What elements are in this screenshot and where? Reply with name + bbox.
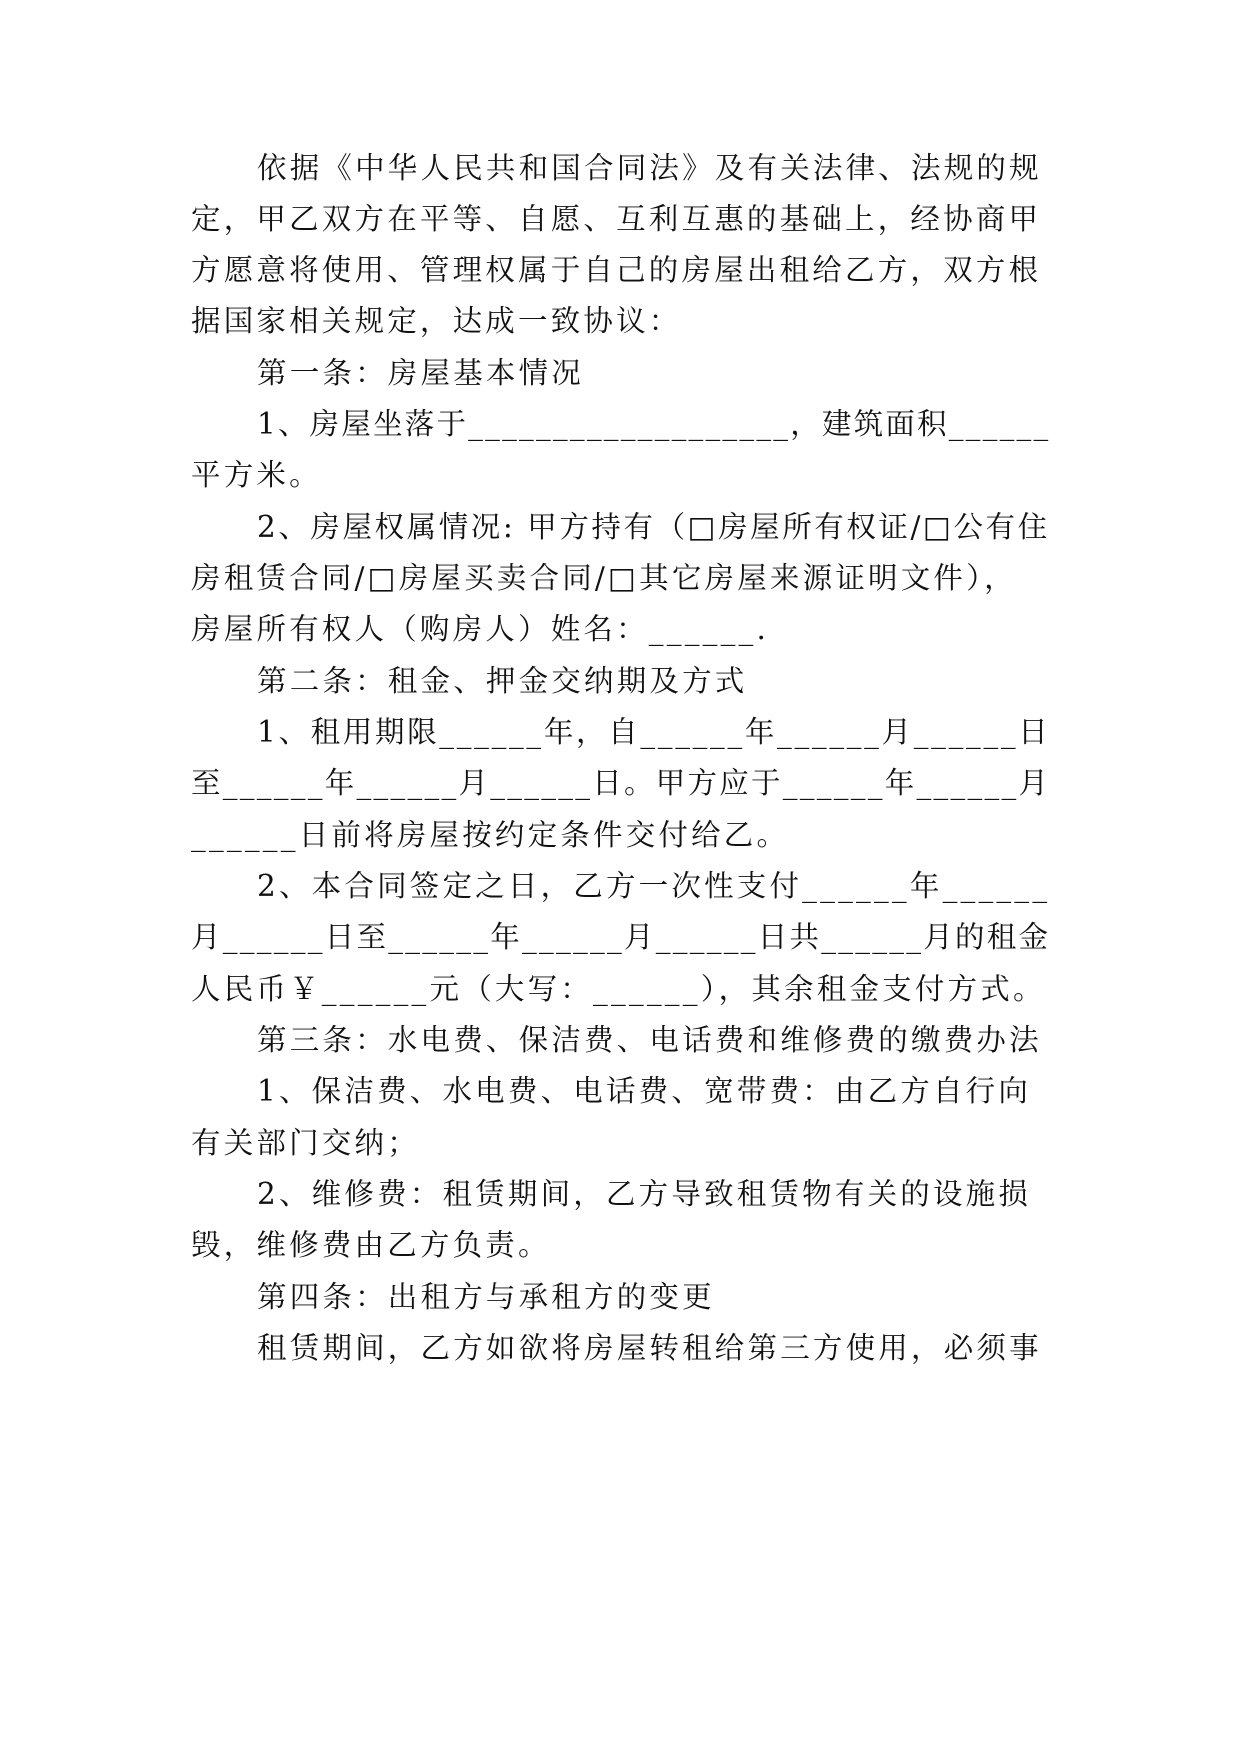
section-heading: 第二条：租金、押金交纳期及方式 — [257, 664, 748, 698]
paragraph-line: 方愿意将使用、管理权属于自己的房屋出租给乙方，双方根 — [191, 253, 1042, 287]
paragraph-line: 2、房屋权属情况: 甲方持有（□房屋所有权证/□公有住 — [257, 510, 1050, 544]
paragraph-line: 房租赁合同/□房屋买卖合同/□其它房屋来源证明文件）， — [191, 561, 1017, 595]
paragraph-line: 租赁期间，乙方如欲将房屋转租给第三方使用，必须事 — [257, 1331, 1042, 1365]
paragraph-line: 月______日至______年______月______日共______月的租金 — [191, 920, 1051, 954]
paragraph-line: 房屋所有权人（购房人）姓名：______. — [191, 612, 770, 646]
paragraph-line: 2、本合同签定之日，乙方一次性支付______年______ — [257, 869, 1051, 903]
paragraph-line: ______日前将房屋按约定条件交付给乙。 — [191, 818, 790, 852]
paragraph-line: 2、维修费：租赁期间，乙方导致租赁物有关的设施损 — [257, 1177, 1032, 1211]
section-heading: 第三条：水电费、保洁费、电话费和维修费的缴费办法 — [257, 1023, 1042, 1057]
section-heading: 第一条：房屋基本情况 — [257, 356, 585, 390]
paragraph-line: 人民币￥______元（大写：______），其余租金支付方式。 — [191, 972, 1046, 1006]
paragraph-line: 1、租用期限______年，自______年______月______日 — [257, 715, 1051, 749]
paragraph-line: 毁，维修费由乙方负责。 — [191, 1228, 551, 1262]
paragraph-line: 依据《中华人民共和国合同法》及有关法律、法规的规 — [257, 151, 1042, 185]
paragraph-line: 据国家相关规定，达成一致协议： — [191, 304, 682, 338]
paragraph-line: 1、保洁费、水电费、电话费、宽带费：由乙方自行向 — [257, 1074, 1032, 1108]
paragraph-line: 至______年______月______日。甲方应于______年______月 — [191, 766, 1051, 800]
paragraph-line: 定，甲乙双方在平等、自愿、互利互惠的基础上，经协商甲 — [191, 202, 1042, 236]
paragraph-line: 有关部门交纳； — [191, 1126, 420, 1160]
section-heading: 第四条：出租方与承租方的变更 — [257, 1280, 715, 1314]
paragraph-line: 1、房屋坐落于___________________，建筑面积______ — [257, 407, 1051, 441]
paragraph-line: 平方米。 — [191, 458, 322, 492]
